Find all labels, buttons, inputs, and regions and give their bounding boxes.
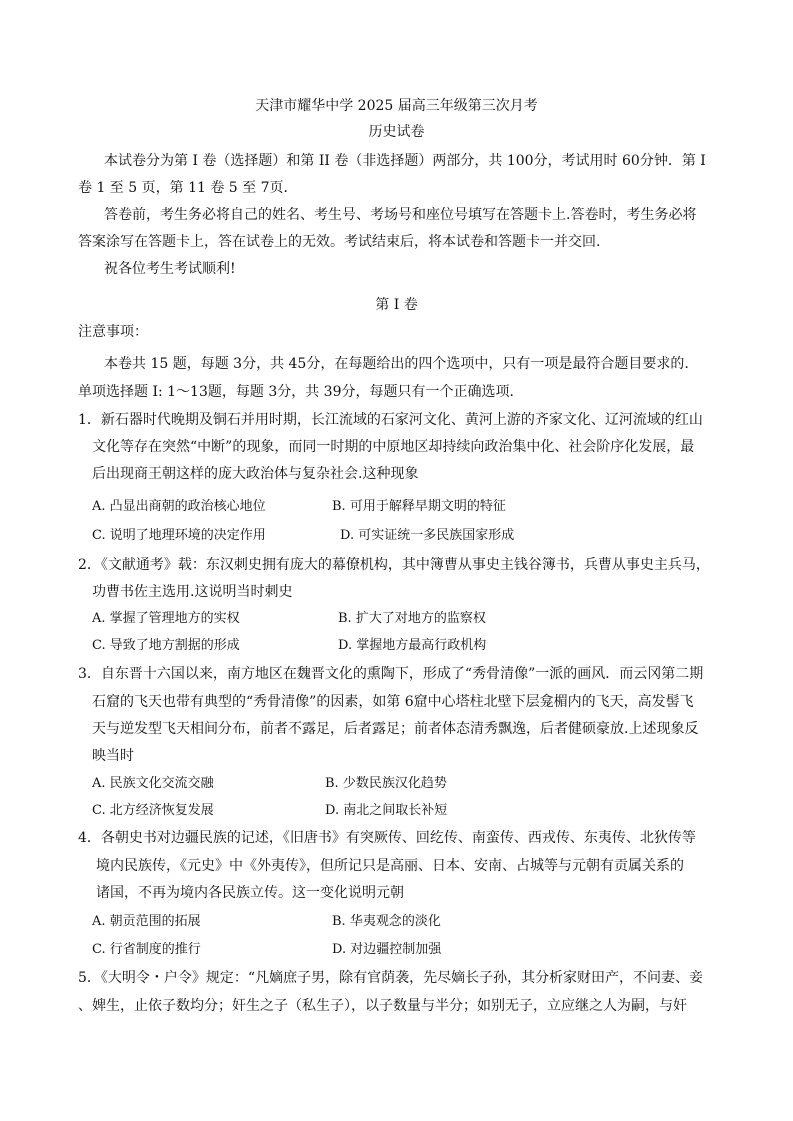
option-d[interactable]: D. 掌握地方最高行政机构 <box>338 638 487 653</box>
option-b[interactable]: B. 华夷观念的淡化 <box>332 914 441 929</box>
option-c[interactable]: C. 导致了地方割据的形成 <box>92 638 240 653</box>
exam-title: 天津市耀华中学 2025 届高三年级第三次月考 <box>255 98 538 114</box>
option-c[interactable]: C. 说明了地理环境的决定作用 <box>92 528 266 543</box>
question-line: 诸国，不再为境内各民族立传。这一变化说明元朝 <box>96 885 404 901</box>
intro-paragraph-1-line-1: 本试卷分为第 I 卷（选择题）和第 II 卷（非选择题）两部分，共 100分，考试用时 60分钟．第 I <box>104 153 706 169</box>
option-c[interactable]: C. 北方经济恢复发展 <box>92 803 214 818</box>
option-d[interactable]: D. 可实证统一多民族国家形成 <box>340 528 515 543</box>
question-line: 功曹书佐主选用.这说明当时刺史 <box>92 584 293 600</box>
question-line: 3．自东晋十六国以来，南方地区在魏晋文化的熏陶下，形成了“秀骨清像”一派的画风．而云冈第二期 <box>78 666 704 682</box>
question-line: 天与逆发型飞天相间分布，前者不露足，后者露足；前者体态清秀飘逸，后者健硕豪放.上述现象反 <box>92 721 699 737</box>
question-line: 石窟的飞天也带有典型的“秀骨清像”的因素，如第 6窟中心塔柱北壁下层龛楣内的飞天，高发髻飞 <box>92 694 694 710</box>
option-d[interactable]: D. 对边疆控制加强 <box>332 942 442 957</box>
question-line: 文化等存在突然“中断”的现象，而同一时期的中原地区却持续向政治集中化、社会阶序化发展，最 <box>92 439 695 455</box>
question-line: 境内民族传，《元史》中《外夷传》，但所记只是高丽、日本、安南、占城等与元朝有贡属关系的 <box>96 858 684 874</box>
option-b[interactable]: B. 可用于解释早期文明的特征 <box>332 499 506 514</box>
intro-paragraph-2-line-2: 答案涂写在答题卡上，答在试卷上的无效。考试结束后，将本试卷和答题卡一并交回. <box>78 234 601 250</box>
question-line: 、婢生，止依子数均分；奸生之子（私生子），以子数量与半分；如别无子，立应继之人为嗣，与奸 <box>78 998 687 1014</box>
question-line: 4．各朝史书对边疆民族的记述，《旧唐书》有突厥传、回纥传、南蛮传、西戎传、东夷传、北狄传等 <box>78 830 696 846</box>
section-heading: 第 I 卷 <box>375 297 418 313</box>
option-b[interactable]: B. 扩大了对地方的监察权 <box>338 611 486 626</box>
notice-text: 本卷共 15 题，每题 3分，共 45分，在每题给出的四个选项中，只有一项是最符合题目要求的. <box>104 356 689 372</box>
question-line: 5．《大明令・户令》规定：“凡嫡庶子男，除有官荫袭，先尽嫡长子孙，其分析家财田产，不问妻、妾 <box>78 970 704 986</box>
option-b[interactable]: B. 少数民族汉化趋势 <box>325 776 447 791</box>
question-line: 1．新石器时代晚期及铜石并用时期，长江流域的石家河文化、黄河上游的齐家文化、辽河流域的红山 <box>78 412 703 428</box>
exam-subject: 历史试卷 <box>368 124 425 140</box>
option-a[interactable]: A. 凸显出商朝的政治核心地位 <box>92 499 266 514</box>
option-a[interactable]: A. 掌握了管理地方的实权 <box>92 611 240 626</box>
question-line: 映当时 <box>92 748 134 764</box>
option-c[interactable]: C. 行省制度的推行 <box>92 942 201 957</box>
intro-paragraph-1-line-2: 卷 1 至 5 页，第 11 卷 5 至 7页． <box>78 180 298 196</box>
intro-paragraph-2-line-1: 答卷前，考生务必将自己的姓名、考生号、考场号和座位号填写在答题卡上.答卷时，考生务必将 <box>104 207 697 223</box>
option-d[interactable]: D. 南北之间取长补短 <box>325 803 448 818</box>
single-choice-instructions: 单项选择题 I: 1～13题，每题 3分，共 39分，每题只有一个正确选项． <box>78 384 524 400</box>
option-a[interactable]: A. 朝贡范围的拓展 <box>92 914 201 929</box>
question-line: 后出现商王朝这样的庞大政治体与复杂社会.这种现象 <box>92 466 419 482</box>
option-a[interactable]: A. 民族文化交流交融 <box>92 776 214 791</box>
notice-label: 注意事项： <box>78 324 148 340</box>
intro-paragraph-3: 祝各位考生考试顺利! <box>104 261 236 277</box>
question-line: 2．《文献通考》载：东汉刺史拥有庞大的幕僚机构，其中簿曹从事史主钱谷簿书，兵曹从事史主兵马， <box>78 557 710 573</box>
